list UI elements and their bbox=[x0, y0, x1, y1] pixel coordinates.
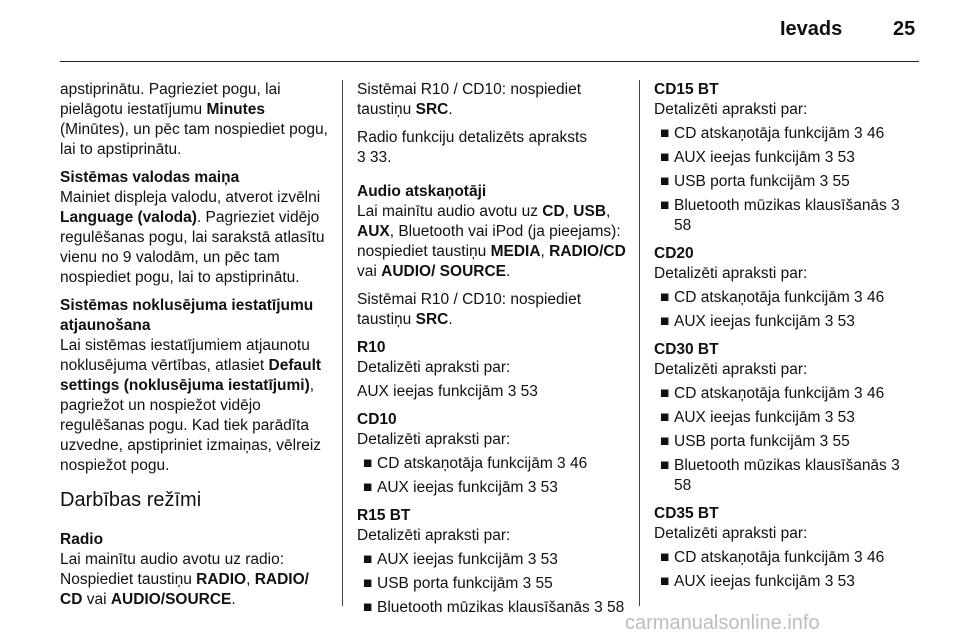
list-item: ■ AUX ieejas funkcijām 3 53 bbox=[363, 551, 558, 568]
bullet-icon: ■ bbox=[660, 149, 670, 166]
column-3 bbox=[654, 80, 920, 600]
group-list bbox=[357, 550, 627, 618]
group-list bbox=[654, 548, 920, 592]
group-subtitle: Detalizēti apraksti par: bbox=[654, 525, 808, 542]
bullet-icon: ■ bbox=[660, 573, 670, 590]
watermark-text: carmanualsonline.info bbox=[625, 612, 820, 634]
list-item: ■ CD atskaņotāja funkcijām 3 46 bbox=[363, 455, 588, 472]
bullet-icon: ■ bbox=[363, 455, 373, 472]
bullet-icon: ■ bbox=[660, 197, 670, 214]
page-number: 25 bbox=[893, 18, 916, 40]
group-subtitle: Detalizēti apraksti par: bbox=[357, 359, 511, 376]
list-item: ■ AUX ieejas funkcijām 3 53 bbox=[363, 479, 558, 496]
group-title: CD10 bbox=[357, 411, 397, 428]
group-cd15bt bbox=[654, 80, 920, 236]
column-2 bbox=[357, 80, 627, 626]
group-list bbox=[654, 288, 920, 332]
group-subtitle: Detalizēti apraksti par: bbox=[654, 361, 808, 378]
heading-reset: Sistēmas noklusējuma iestatījumu atjaunošana bbox=[60, 297, 314, 334]
list-item: ■ AUX ieejas funkcijām 3 53 bbox=[660, 409, 855, 426]
bullet-icon: ■ bbox=[660, 313, 670, 330]
bullet-icon: ■ bbox=[363, 599, 373, 616]
heading-radio: Radio bbox=[60, 531, 104, 548]
column-1 bbox=[60, 80, 330, 618]
group-title: R15 BT bbox=[357, 507, 411, 524]
group-title: CD20 bbox=[654, 245, 694, 262]
list-item: ■ Bluetooth mūzikas klausīšanās 3 58 bbox=[660, 197, 900, 234]
group-title: CD30 BT bbox=[654, 341, 719, 358]
bullet-icon: ■ bbox=[363, 479, 373, 496]
list-item: ■ AUX ieejas funkcijām 3 53 bbox=[660, 149, 855, 166]
group-plain-line: AUX ieejas funkcijām 3 53 bbox=[357, 383, 538, 400]
bullet-icon: ■ bbox=[660, 125, 670, 142]
group-subtitle: Detalizēti apraksti par: bbox=[654, 265, 808, 282]
group-subtitle: Detalizēti apraksti par: bbox=[357, 431, 511, 448]
list-item: ■ AUX ieejas funkcijām 3 53 bbox=[660, 313, 855, 330]
section-audio: Audio atskaņotāji Lai mainītu audio avotu uz CD, USB, AUX, Bluetooth vai iPod (ja pieejams): nospiediet taustiņu MEDIA, RADIO/CD vai AUDIO/ SOURCE. bbox=[357, 183, 626, 280]
group-r15bt bbox=[357, 506, 627, 618]
list-item: ■ Bluetooth mūzikas klausīšanās 3 58 bbox=[363, 599, 625, 616]
group-list bbox=[654, 384, 920, 496]
list-item: ■ CD atskaņotāja funkcijām 3 46 bbox=[660, 125, 885, 142]
group-title: CD15 BT bbox=[654, 81, 719, 98]
section-radio: Radio Lai mainītu audio avotu uz radio: Nospiediet taustiņu RADIO, RADIO/ CD vai AUDIO/SOURCE. bbox=[60, 530, 330, 610]
bullet-icon: ■ bbox=[363, 551, 373, 568]
list-item: ■ CD atskaņotāja funkcijām 3 46 bbox=[660, 289, 885, 306]
group-subtitle: Detalizēti apraksti par: bbox=[654, 101, 808, 118]
bullet-icon: ■ bbox=[660, 549, 670, 566]
list-item: ■ USB porta funkcijām 3 55 bbox=[660, 173, 850, 190]
section-reset: Sistēmas noklusējuma iestatījumu atjaunošana Lai sistēmas iestatījumiem atjaunotu noklusējuma vērtības, atlasiet Default settings (noklusējuma iestatījumi), pagriežot un nospiežot vidējo regulēšanas pogu. Kad tiek parādīta uzvedne, apstipriniet izmaiņas, vēlreiz nospiežot pogu. bbox=[60, 296, 330, 476]
column-divider-2 bbox=[639, 80, 640, 606]
section-title-modes: Darbības režīmi bbox=[60, 489, 202, 511]
group-list bbox=[654, 124, 920, 236]
group-subtitle: Detalizēti apraksti par: bbox=[357, 527, 511, 544]
group-title: R10 bbox=[357, 339, 386, 356]
list-item: ■ USB porta funkcijām 3 55 bbox=[660, 433, 850, 450]
group-cd10 bbox=[357, 410, 627, 498]
group-list bbox=[357, 454, 627, 498]
paragraph-minutes: apstiprinātu. Pagrieziet pogu, lai pielāgotu iestatījumu Minutes (Minūtes), un pēc tam nospiediet pogu, lai to apstiprinātu. bbox=[60, 81, 328, 158]
bullet-icon: ■ bbox=[660, 173, 670, 190]
group-cd35bt bbox=[654, 504, 920, 592]
group-r10 bbox=[357, 338, 627, 402]
list-item: ■ Bluetooth mūzikas klausīšanās 3 58 bbox=[660, 457, 900, 494]
list-item: ■ CD atskaņotāja funkcijām 3 46 bbox=[660, 549, 885, 566]
section-language: Sistēmas valodas maiņa Mainiet displeja valodu, atverot izvēlni Language (valoda). Pagrieziet vidējo regulēšanas pogu, lai sarakstā atlasītu vienu no 9 valodām, un pēc tam nospiediet pogu, lai to apstiprinātu. bbox=[60, 168, 330, 288]
column-divider-1 bbox=[342, 80, 343, 606]
heading-language: Sistēmas valodas maiņa bbox=[60, 169, 240, 186]
group-cd30bt bbox=[654, 340, 920, 496]
group-title: CD35 BT bbox=[654, 505, 719, 522]
list-item: ■ AUX ieejas funkcijām 3 53 bbox=[660, 573, 855, 590]
paragraph-radio-ref: Radio funkciju detalizēts apraksts 3 33. bbox=[357, 129, 588, 166]
paragraph-src-2: Sistēmai R10 / CD10: nospiediet taustiņu SRC. bbox=[357, 291, 582, 328]
header-rule bbox=[60, 61, 919, 62]
group-cd20 bbox=[654, 244, 920, 332]
bullet-icon: ■ bbox=[363, 575, 373, 592]
bullet-icon: ■ bbox=[660, 409, 670, 426]
page-title: Ievads bbox=[780, 18, 843, 40]
list-item: ■ CD atskaņotāja funkcijām 3 46 bbox=[660, 385, 885, 402]
paragraph-src-1: Sistēmai R10 / CD10: nospiediet taustiņu SRC. bbox=[357, 81, 582, 118]
bullet-icon: ■ bbox=[660, 433, 670, 450]
page-ref: 3 33. bbox=[357, 149, 392, 166]
bullet-icon: ■ bbox=[660, 457, 670, 474]
list-item: ■ USB porta funkcijām 3 55 bbox=[363, 575, 553, 592]
bullet-icon: ■ bbox=[660, 289, 670, 306]
bullet-icon: ■ bbox=[660, 385, 670, 402]
heading-audio: Audio atskaņotāji bbox=[357, 183, 487, 200]
